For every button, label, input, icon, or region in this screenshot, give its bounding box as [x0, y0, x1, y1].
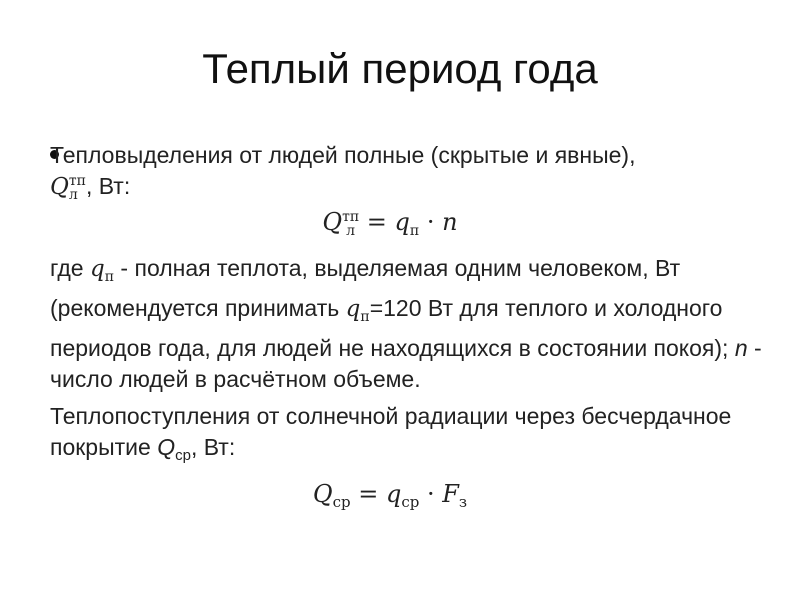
formula-people-heat: Q тп л = $q_п \cdot n$ [322, 208, 458, 239]
people-heat-unit: , Вт: [85, 173, 131, 199]
slide-content [50, 140, 770, 524]
formula-solar-heat: $Q_{ср} = q_{ср} \cdot F_з$ [312, 480, 468, 511]
paragraph-definition: где $q_п$ - полная теплота, выделяемая одним человеком, Вт (рекомендуется принимать $q_п=120$ Вт для теплого и холодного периодов года, для людей не находящихся в состоянии покоя); n - число людей в расчётном объеме. [50, 255, 762, 392]
people-heat-text: Тепловыделения от людей полные (скрытые и явные), [50, 142, 636, 168]
symbol-q-people: Q тп л [50, 173, 86, 203]
slide-title: Теплый период года [202, 45, 598, 92]
paragraph-solar-heat: Теплопоступления от солнечной радиации через бесчердачное покрытие $Q_{ср}$, Вт: [50, 403, 732, 464]
paragraph-people-heat [50, 140, 770, 203]
